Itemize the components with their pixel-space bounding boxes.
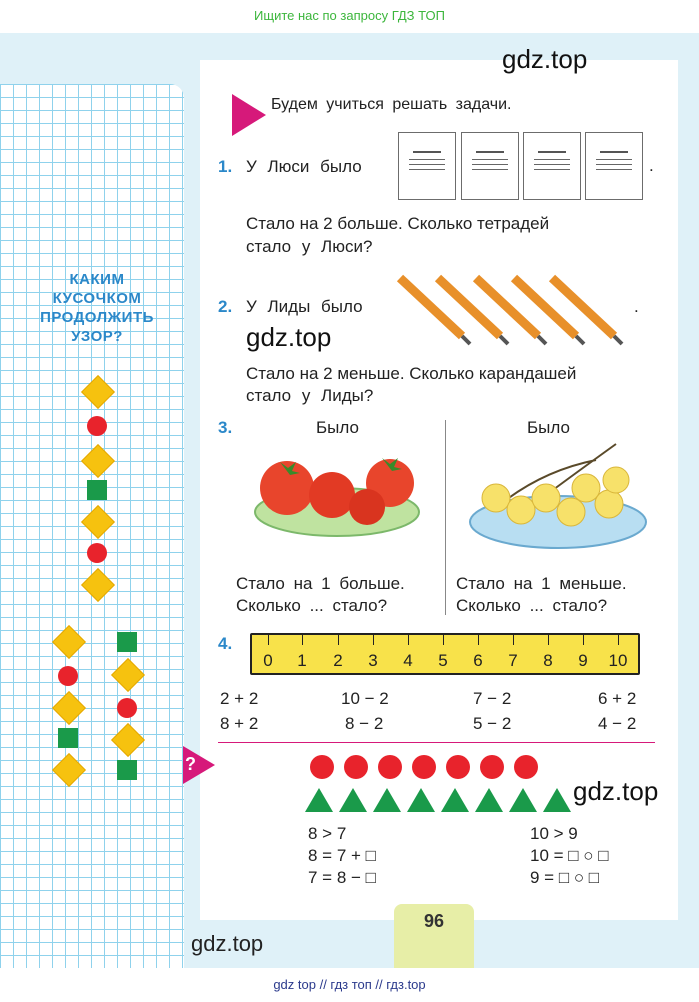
ruler-number: 8 [543, 651, 553, 670]
equation: 10 > 9 [530, 824, 578, 843]
section-pointer-icon [232, 94, 266, 136]
green-triangle [373, 788, 401, 812]
green-triangle [475, 788, 503, 812]
intro-text: Будем учиться решать задачи. [271, 96, 512, 113]
yellow-diamond [52, 753, 86, 787]
yellow-diamond [111, 658, 145, 692]
expression: 10 − 2 [341, 689, 389, 708]
ruler-number: 0 [263, 651, 273, 670]
red-dot [480, 755, 504, 779]
expression: 8 − 2 [345, 714, 384, 733]
yellow-diamond [81, 444, 115, 478]
task2-line2: стало у Лиды? [246, 386, 374, 405]
pencil-icon [514, 278, 584, 344]
expression: 2 + 2 [220, 689, 259, 708]
notebook-pink [523, 132, 581, 200]
green-square [117, 632, 137, 652]
ruler-number: 10 [608, 651, 628, 670]
page-number: 96 [423, 911, 445, 931]
task2-end: . [634, 297, 639, 316]
task1-line2: стало у Люси? [246, 237, 373, 256]
yellow-diamond [52, 625, 86, 659]
red-dot [446, 755, 470, 779]
equation: 8 > 7 [308, 824, 347, 843]
yellow-diamond [81, 505, 115, 539]
task-number: 4. [218, 634, 233, 653]
section-divider [218, 742, 655, 743]
task1-line1: Стало на 2 больше. Сколько тетрадей [246, 214, 550, 233]
task2-line1: Стало на 2 меньше. Сколько карандашей [246, 364, 577, 383]
tomatoes-plate-illustration [252, 450, 422, 545]
green-triangle [305, 788, 333, 812]
watermark: gdz.top [502, 44, 588, 74]
expression: 8 + 2 [220, 714, 259, 733]
sidebar-question: КАКИМ КУСОЧКОМ ПРОДОЛЖИТЬ УЗОР? [40, 271, 154, 345]
red-circle [58, 666, 78, 686]
notebooks-group [398, 132, 643, 200]
number-ruler [250, 633, 640, 675]
green-square [58, 728, 78, 748]
yellow-diamond [81, 375, 115, 409]
question-mark: ? [185, 754, 196, 774]
ruler-number: 4 [403, 651, 413, 670]
green-triangle [509, 788, 537, 812]
red-circle [87, 416, 107, 436]
search-hint-link[interactable]: Ищите нас по запросу ГДЗ ТОП [254, 8, 445, 23]
yellow-diamond [52, 691, 86, 725]
expression: 7 − 2 [473, 689, 512, 708]
task3-left-line1: Стало на 1 больше. [236, 574, 405, 593]
green-triangle [543, 788, 571, 812]
ruler-number: 1 [297, 651, 307, 670]
expression: 6 + 2 [598, 689, 637, 708]
footer-links[interactable]: gdz top // гдз топ // гдз.top [273, 977, 426, 992]
notebook-green [461, 132, 519, 200]
green-triangle [441, 788, 469, 812]
green-square [87, 480, 107, 500]
task-number: 3. [218, 418, 233, 437]
task3-left-line2: Сколько ... стало? [236, 596, 388, 615]
watermark: gdz.top [573, 776, 659, 806]
green-triangle [339, 788, 367, 812]
red-circles-row [310, 755, 530, 781]
red-dot [310, 755, 334, 779]
notebook-blue [585, 132, 643, 200]
pencil-icon [552, 278, 622, 344]
task3-left-caption: Было [316, 418, 359, 437]
notebook-yellow [398, 132, 456, 200]
pencil-icon [438, 278, 508, 344]
option-piece-left[interactable] [54, 630, 84, 790]
ruler-number: 6 [473, 651, 483, 670]
equation: 9 = □ ○ □ [530, 868, 600, 887]
ruler-number: 3 [368, 651, 378, 670]
task1-end: . [649, 156, 654, 175]
red-dot [344, 755, 368, 779]
ruler-number: 2 [333, 651, 343, 670]
green-triangle [407, 788, 435, 812]
task3-right-caption: Было [527, 418, 570, 437]
red-dot [412, 755, 436, 779]
green-square [117, 760, 137, 780]
pencil-icon [400, 278, 470, 344]
watermark: gdz.top [246, 322, 332, 352]
ruler-number: 5 [438, 651, 448, 670]
green-triangles-row [305, 788, 571, 814]
red-dot [514, 755, 538, 779]
equation: 10 = □ ○ □ [530, 846, 609, 865]
yellow-diamond [81, 568, 115, 602]
task3-right-line1: Стало на 1 меньше. [456, 574, 627, 593]
ruler-number: 9 [578, 651, 588, 670]
red-circle [117, 698, 137, 718]
expression: 4 − 2 [598, 714, 637, 733]
red-dot [378, 755, 402, 779]
watermark: gdz.top [191, 931, 264, 956]
task-number: 1. [218, 157, 233, 176]
task1-lead: У Люси было [246, 157, 362, 176]
task3-right-line2: Сколько ... стало? [456, 596, 608, 615]
yellow-diamond [111, 723, 145, 757]
task-number: 2. [218, 297, 233, 316]
pencils-illustration [396, 270, 636, 350]
option-piece-right[interactable] [114, 632, 144, 782]
column-divider [445, 420, 446, 615]
pencil-icon [476, 278, 546, 344]
ruler-number: 7 [508, 651, 518, 670]
red-circle [87, 543, 107, 563]
cherries-plate-illustration [466, 440, 656, 550]
task2-lead: У Лиды было [246, 297, 363, 316]
equation: 7 = 8 − □ [308, 868, 376, 887]
pattern-column [84, 380, 112, 600]
equation: 8 = 7 + □ [308, 846, 376, 865]
expression: 5 − 2 [473, 714, 512, 733]
